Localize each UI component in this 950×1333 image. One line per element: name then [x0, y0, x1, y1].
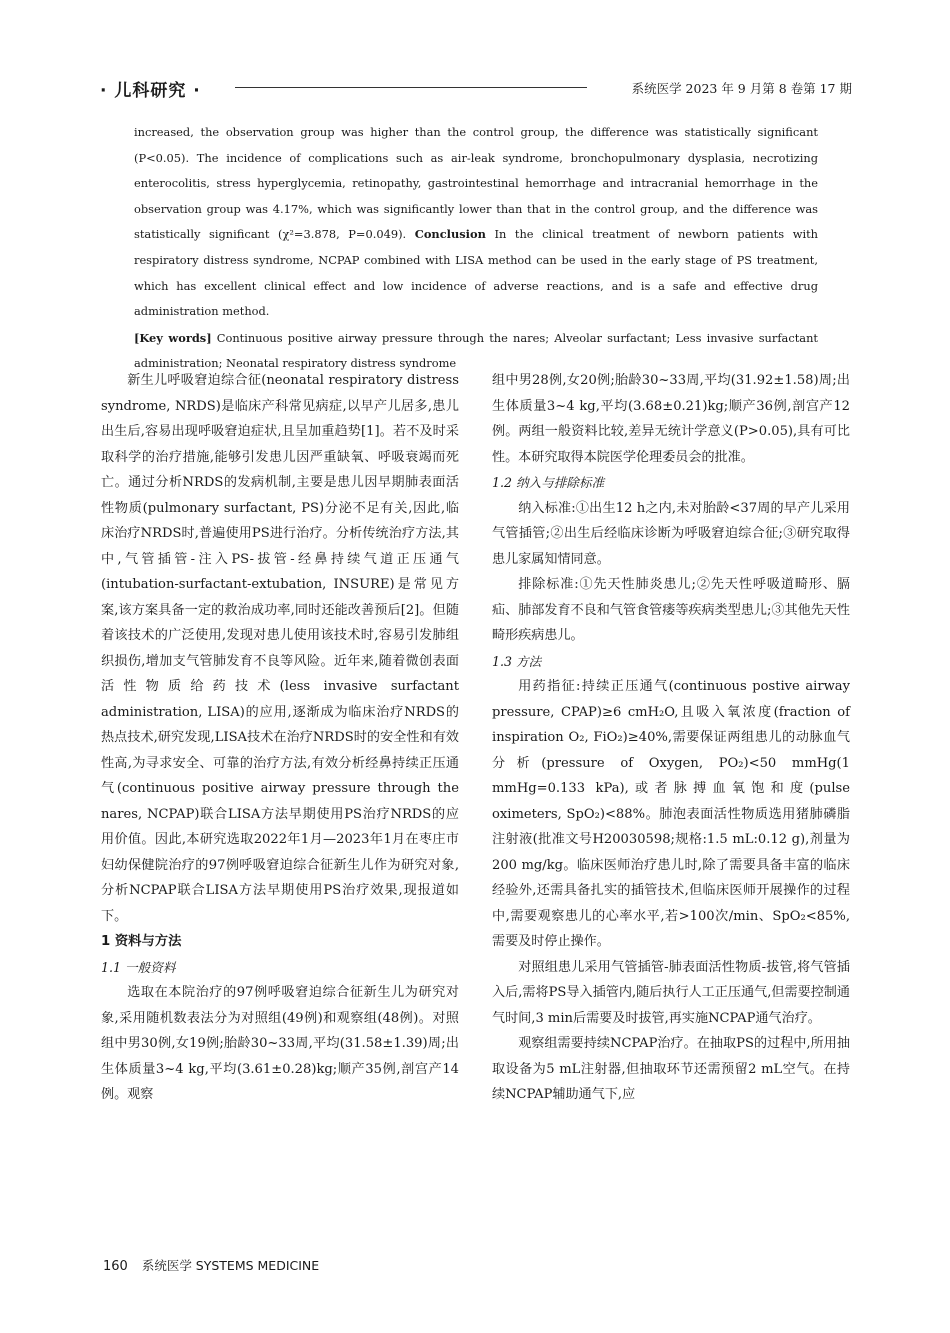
header-rule [235, 87, 587, 88]
general-data-continued: 组中男28例,女20例;胎龄30~33周,平均(31.92±1.58)周;出生体质量3~4 kg,平均(3.68±0.21)kg;顺产36例,剖宫产12例。两组一般资料比较,差异无统计学意义(P>0.05),具有可比性。本研究取得本院医学伦理委员会的批准。 [492, 373, 850, 465]
observation-group-paragraph: 观察组需要持续NCPAP治疗。在抽取PS的过程中,所用抽取设备为5 mL注射器,但抽取环节还需预留2 mL空气。在持续NCPAP辅助通气下,应 [492, 1036, 850, 1102]
abstract-results-text: increased, the observation group was higher than the control group, the difference was statistically significant (P<0.05). The incidence of complications such as air-leak syndrome, bronchopulmonary dysplasia, necrotizing enterocolitis, stress hyperglycemia, retinopathy, gastrointestinal hemorrhage and intracranial hemorrhage in the observation group was 4.17%, which was significantly lower than that in the control group, and the difference was statistically significant (χ²=3.878, P=0.049). [134, 125, 818, 242]
left-column [101, 368, 459, 1108]
page-footer [103, 1256, 319, 1274]
page-number: 160 [103, 1259, 128, 1274]
intro-paragraph: 新生儿呼吸窘迫综合征(neonatal respiratory distress syndrome, NRDS)是临床产科常见病症,以早产儿居多,患儿出生后,容易出现呼吸窘迫症状,且呈加重趋势[1]。若不及时采取科学的治疗措施,能够引发患儿因严重缺氧、呼吸衰竭而死亡。通过分析NRDS的发病机制,主要是患儿因早期肺表面活性物质(pulmonary surfactant, PS)分泌不足有关,因此,临床治疗NRDS时,普遍使用PS进行治疗。分析传统治疗方法,其中,气管插管-注入PS-拔管-经鼻持续气道正压通气(intubation-surfactant-extubation, INSURE)是常见方案,该方案具备一定的救治成功率,同时还能改善预后[2]。但随着该技术的广泛使用,发现对患儿使用该技术时,容易引发肺组织损伤,增加支气管肺发育不良等风险。近年来,随着微创表面活性物质给药技术(less invasive surfactant administration, LISA)的应用,逐渐成为临床治疗NRDS的热点技术,研究发现,LISA技术在治疗NRDS时的安全性和有效性高,为寻求安全、可靠的治疗方法,有效分析经鼻持续正压通气(continuous positive airway pressure through the nares, NCPAP)联合LISA方法早期使用PS治疗NRDS的应用价值。因此,本研究选取2022年1月—2023年1月在枣庄市妇幼保健院治疗的97例呼吸窘迫综合征新生儿作为研究对象,分析NCPAP联合LISA方法早期使用PS治疗效果,现报道如下。 [101, 373, 459, 924]
section-label: · 儿科研究 · [100, 81, 201, 101]
conclusion-label: Conclusion [414, 227, 486, 242]
keywords-text: Continuous positive airway pressure through the nares; Alveolar surfactant; Less invasive surfactant administration; Neonatal respiratory distress syndrome [134, 330, 818, 371]
conclusion-text: In the clinical treatment of newborn patients with respiratory distress syndrome, NCPAP combined with LISA method can be used in the early stage of PS treatment, which has excellent clinical effect and low incidence of adverse reactions, and is a safe and effective drug administration method. [134, 227, 818, 319]
page-header [100, 76, 852, 100]
abstract-paragraph [134, 120, 818, 325]
heading-general-data: 1.1 一般资料 [101, 959, 176, 975]
footer-journal-name: 系统医学 SYSTEMS MEDICINE [141, 1258, 320, 1273]
abstract [134, 120, 818, 377]
heading-method: 1.3 方法 [492, 653, 542, 669]
heading-methods: 1 资料与方法 [101, 934, 182, 949]
general-data-paragraph: 选取在本院治疗的97例呼吸窘迫综合征新生儿为研究对象,采用随机数表法分为对照组(49例)和观察组(48例)。对照组中男30例,女19例;胎龄30~33周,平均(31.58±1.39)周;出生体质量3~4 kg,平均(3.61±0.28)kg;顺产35例,剖宫产14例。观察 [101, 985, 459, 1102]
journal-info: 系统医学 2023 年 9 月第 8 卷第 17 期 [631, 81, 852, 96]
heading-criteria: 1.2 纳入与排除标准 [492, 475, 605, 490]
right-column [492, 368, 850, 1108]
exclusion-criteria: 排除标准:①先天性肺炎患儿;②先天性呼吸道畸形、膈疝、肺部发育不良和气管食管瘘等疾病类型患儿;③其他先天性畸形疾病患儿。 [492, 577, 850, 643]
dosing-paragraph: 用药指征:持续正压通气(continuous postive airway pressure, CPAP)≥6 cmH₂O,且吸入氧浓度(fraction of inspiration O₂, FiO₂)≥40%,需要保证两组患儿的动脉血气分析(pressure of Oxygen, PO₂)<50 mmHg(1 mmHg=0.133 kPa),或者脉搏血氧饱和度(pulse oximeters, SpO₂)<88%。肺泡表面活性物质选用猪肺磷脂注射液(批准文号H20030598;规格:1.5 mL:0.12 g),剂量为200 mg/kg。临床医师治疗患儿时,除了需要具备丰富的临床经验外,还需具备扎实的插管技术,但临床医师开展操作的过程中,需要观察患儿的心率水平,若>100次/min、SpO₂<85%,需要及时停止操作。 [492, 679, 850, 949]
inclusion-criteria: 纳入标准:①出生12 h之内,未对胎龄<37周的早产儿采用气管插管;②出生后经临床诊断为呼吸窘迫综合征;③研究取得患儿家属知情同意。 [492, 500, 850, 567]
keywords-label: [Key words] [134, 330, 212, 345]
control-group-paragraph: 对照组患儿采用气管插管-肺表面活性物质-拔管,将气管插入后,需将PS导入插管内,随后执行人工正压通气,但需要控制通气时间,3 min后需要及时拔管,再实施NCPAP通气治疗。 [492, 959, 850, 1026]
